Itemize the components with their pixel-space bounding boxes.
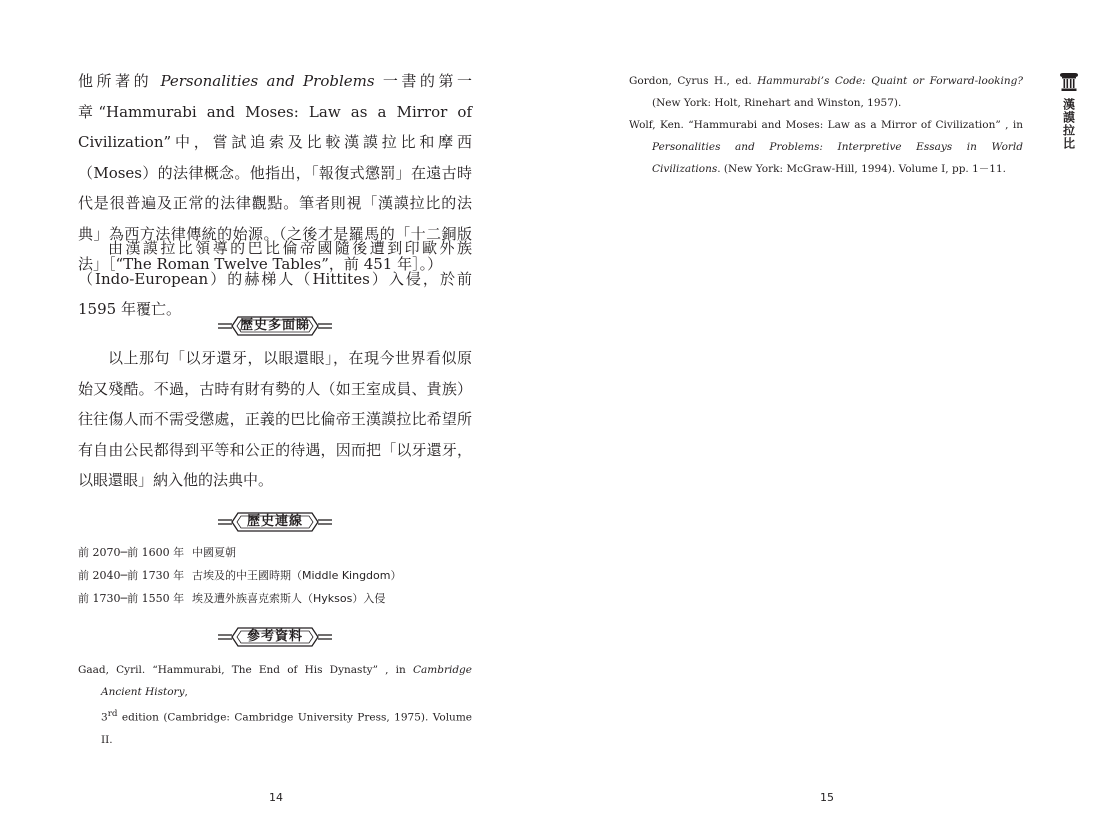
- edition-suffix: rd: [107, 709, 118, 719]
- timeline-row: [78, 590, 478, 613]
- reference-text: Gaad, Cyril. “Hammurabi, The End of His Dynasty” , in: [78, 664, 413, 676]
- paragraph-text: 他所著的: [78, 72, 161, 90]
- reference-entry: [78, 659, 472, 751]
- reference-title: Cambridge Ancient History: [101, 664, 472, 698]
- reference-text: edition (Cambridge: Cambridge University Press, 1975). Volume II.: [101, 711, 472, 746]
- reference-list: [629, 70, 1023, 180]
- chapter-title: 漢謨拉比: [1061, 98, 1076, 150]
- reference-entry: [629, 70, 1023, 114]
- timeline-date: 前 2040─前 1730 年: [78, 569, 185, 582]
- timeline-row: [78, 567, 478, 590]
- timeline-event: 古埃及的中王國時期（Middle Kingdom）: [192, 569, 402, 582]
- timeline-date: 前 1730─前 1550 年: [78, 592, 185, 605]
- reference-text: Wolf, Ken. “Hammurabi and Moses: Law as a Mirror of Civilization” , in: [629, 119, 1023, 131]
- timeline-date: 前 2070─前 1600 年: [78, 546, 185, 559]
- section-title: 歷史連線: [246, 514, 303, 529]
- reference-list: [78, 659, 472, 751]
- reference-title: Hammurabi’s Code: Quaint or Forward-looking?: [757, 75, 1023, 87]
- section-title: 歷史多面睇: [239, 318, 310, 333]
- reference-entry: [629, 114, 1023, 180]
- page-number: 14: [269, 791, 283, 804]
- timeline-event: 中國夏朝: [192, 546, 236, 559]
- book-title: Personalities and Problems: [160, 72, 375, 90]
- reference-text: . (New York: McGraw-Hill, 1994). Volume I, pp. 1－11.: [717, 163, 1006, 175]
- section-header-connections: [218, 511, 332, 533]
- page-number: 15: [820, 791, 834, 804]
- timeline-list: [78, 544, 478, 613]
- running-head: [1054, 72, 1084, 154]
- section-header-perspectives: [218, 315, 332, 337]
- edition-number: 3: [101, 711, 108, 724]
- reference-title: Personalities and Problems: Interpretive Essays in World Civilizations: [652, 141, 1023, 175]
- ionic-column-icon: [1059, 72, 1079, 92]
- section-title: 參考資料: [246, 629, 303, 644]
- body-paragraph-2: 由漢謨拉比領導的巴比倫帝國隨後遭到印歐外族（Indo-European）的赫梯人（Hittites）入侵，於前 1595 年覆亡。: [78, 239, 472, 318]
- reference-text: (New York: Holt, Rinehart and Winston, 1957).: [652, 97, 902, 109]
- reference-text: Gordon, Cyrus H., ed.: [629, 75, 758, 87]
- body-paragraph-3: 以上那句「以牙還牙，以眼還眼」，在現今世界看似原始又殘酷。不過，古時有財有勢的人（如王室成員、貴族）往往傷人而不需受懲處，正義的巴比倫帝王漢謨拉比希望所有自由公民都得到平等和公正的待遇，因而把「以牙還牙，以眼還眼」納入他的法典中。: [78, 349, 472, 489]
- timeline-row: [78, 544, 478, 567]
- section-header-references: [218, 626, 332, 648]
- right-page: [551, 0, 1102, 827]
- paragraph-text: 一書的第一章“Hammurabi and Moses: Law as a Mirror of Civilization”中，嘗試追索及比較漢謨拉比和摩西（Moses）的法律概念。他指出，「報復式懲罰」在遠古時代是很普遍及正常的法律觀點。筆者則視「漢謨拉比的法典」為西方法律傳統的始源。（之後才是羅馬的「十二銅版法」［“The Roman Twelve Tables”，前 451 年］。）: [78, 72, 473, 273]
- reference-text: ,: [184, 686, 188, 698]
- timeline-event: 埃及遭外族喜克索斯人（Hyksos）入侵: [192, 592, 386, 605]
